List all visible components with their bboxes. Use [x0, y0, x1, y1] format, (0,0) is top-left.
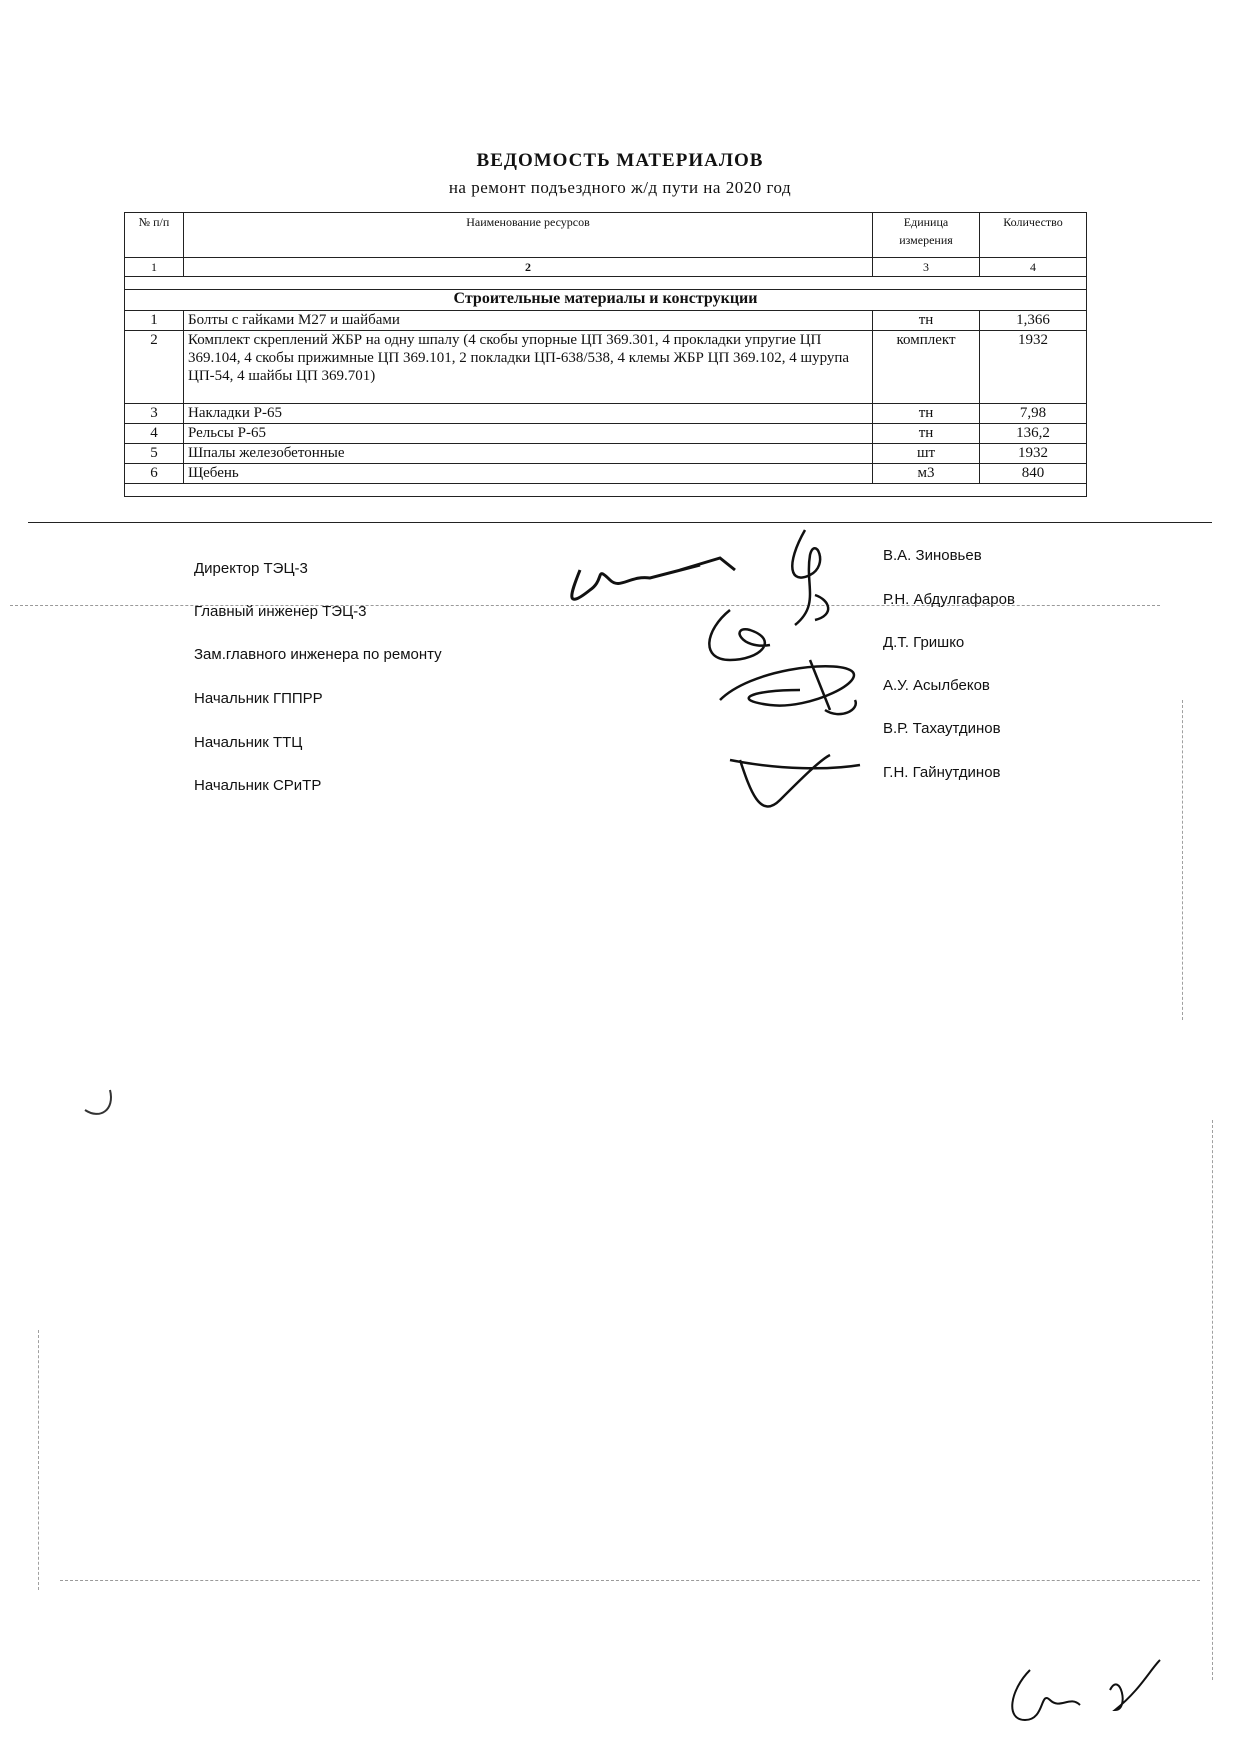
- spacer-cell: [125, 277, 1087, 290]
- header-unit: Единица измерения: [873, 213, 980, 258]
- signatory-name: В.А. Зиновьев: [883, 547, 982, 564]
- column-number: 4: [980, 258, 1087, 277]
- signatory-name: Р.Н. Абдулгафаров: [883, 591, 1015, 608]
- header-qty: Количество: [980, 213, 1087, 258]
- header-name: Наименование ресурсов: [184, 213, 873, 258]
- row-qty: 840: [980, 464, 1087, 484]
- row-name: Накладки Р-65: [184, 404, 873, 424]
- spacer-row: [125, 484, 1087, 497]
- spacer-row: [125, 277, 1087, 290]
- signature-bottom: [1000, 1650, 1170, 1730]
- column-number: 2: [184, 258, 873, 277]
- table-row: [125, 424, 1087, 444]
- table-row: [125, 404, 1087, 424]
- row-no: 1: [125, 311, 184, 331]
- section-row: [125, 290, 1087, 311]
- table-row: [125, 311, 1087, 331]
- row-qty: 1932: [980, 444, 1087, 464]
- row-no: 5: [125, 444, 184, 464]
- row-name: Щебень: [184, 464, 873, 484]
- header-no: № п/п: [125, 213, 184, 258]
- signature-gpprr: [710, 650, 870, 740]
- signatory-position: Начальник ТТЦ: [194, 734, 303, 751]
- row-unit: комплект: [873, 331, 980, 404]
- document-title: ВЕДОМОСТЬ МАТЕРИАЛОВ: [476, 150, 764, 171]
- table-row: [125, 464, 1087, 484]
- scan-noise-line: [1182, 700, 1183, 1020]
- row-unit: шт: [873, 444, 980, 464]
- materials-table: [124, 212, 1087, 497]
- row-no: 3: [125, 404, 184, 424]
- spacer-cell: [125, 484, 1087, 497]
- scan-mark: [80, 1085, 120, 1125]
- row-qty: 1932: [980, 331, 1087, 404]
- row-no: 6: [125, 464, 184, 484]
- row-unit: м3: [873, 464, 980, 484]
- signatory-position: Начальник ГППРР: [194, 690, 323, 707]
- scan-noise-line: [1212, 1120, 1213, 1680]
- signatory-position: Главный инженер ТЭЦ-3: [194, 603, 367, 620]
- row-qty: 136,2: [980, 424, 1087, 444]
- section-title: Строительные материалы и конструкции: [125, 290, 1087, 311]
- row-qty: 1,366: [980, 311, 1087, 331]
- row-name: Рельсы Р-65: [184, 424, 873, 444]
- row-name: Шпалы железобетонные: [184, 444, 873, 464]
- scan-noise-line: [38, 1330, 39, 1590]
- signatory-position: Зам.главного инженера по ремонту: [194, 646, 442, 663]
- row-no: 4: [125, 424, 184, 444]
- row-unit: тн: [873, 424, 980, 444]
- signatory-name: В.Р. Тахаутдинов: [883, 720, 1001, 737]
- signatory-name: Г.Н. Гайнутдинов: [883, 764, 1001, 781]
- table-row: [125, 444, 1087, 464]
- row-no: 2: [125, 331, 184, 404]
- table-row: [125, 331, 1087, 404]
- scan-fold-line: [28, 522, 1212, 523]
- signatory-name: А.У. Асылбеков: [883, 677, 990, 694]
- column-number: 3: [873, 258, 980, 277]
- signatory-position: Начальник СРиТР: [194, 777, 322, 794]
- signature-srtr: [720, 740, 870, 820]
- column-number: 1: [125, 258, 184, 277]
- row-qty: 7,98: [980, 404, 1087, 424]
- row-name: Комплект скреплений ЖБР на одну шпалу (4 скобы упорные ЦП 369.301, 4 прокладки упругие ЦП 369.104, 4 скобы прижимные ЦП 369.101, 2 покладки ЦП-638/538, 4 клемы ЖБР ЦП 369.102, 4 шурупа ЦП-54, 4 шайбы ЦП 369.701): [184, 331, 873, 404]
- scan-noise-line: [60, 1580, 1200, 1581]
- table-header-row: [125, 213, 1087, 258]
- row-unit: тн: [873, 404, 980, 424]
- signatory-name: Д.Т. Гришко: [883, 634, 965, 651]
- row-name: Болты с гайками М27 и шайбами: [184, 311, 873, 331]
- column-number-row: [125, 258, 1087, 277]
- row-unit: тн: [873, 311, 980, 331]
- signatory-position: Директор ТЭЦ-3: [194, 560, 308, 577]
- document-subtitle: на ремонт подъездного ж/д пути на 2020 год: [448, 178, 792, 197]
